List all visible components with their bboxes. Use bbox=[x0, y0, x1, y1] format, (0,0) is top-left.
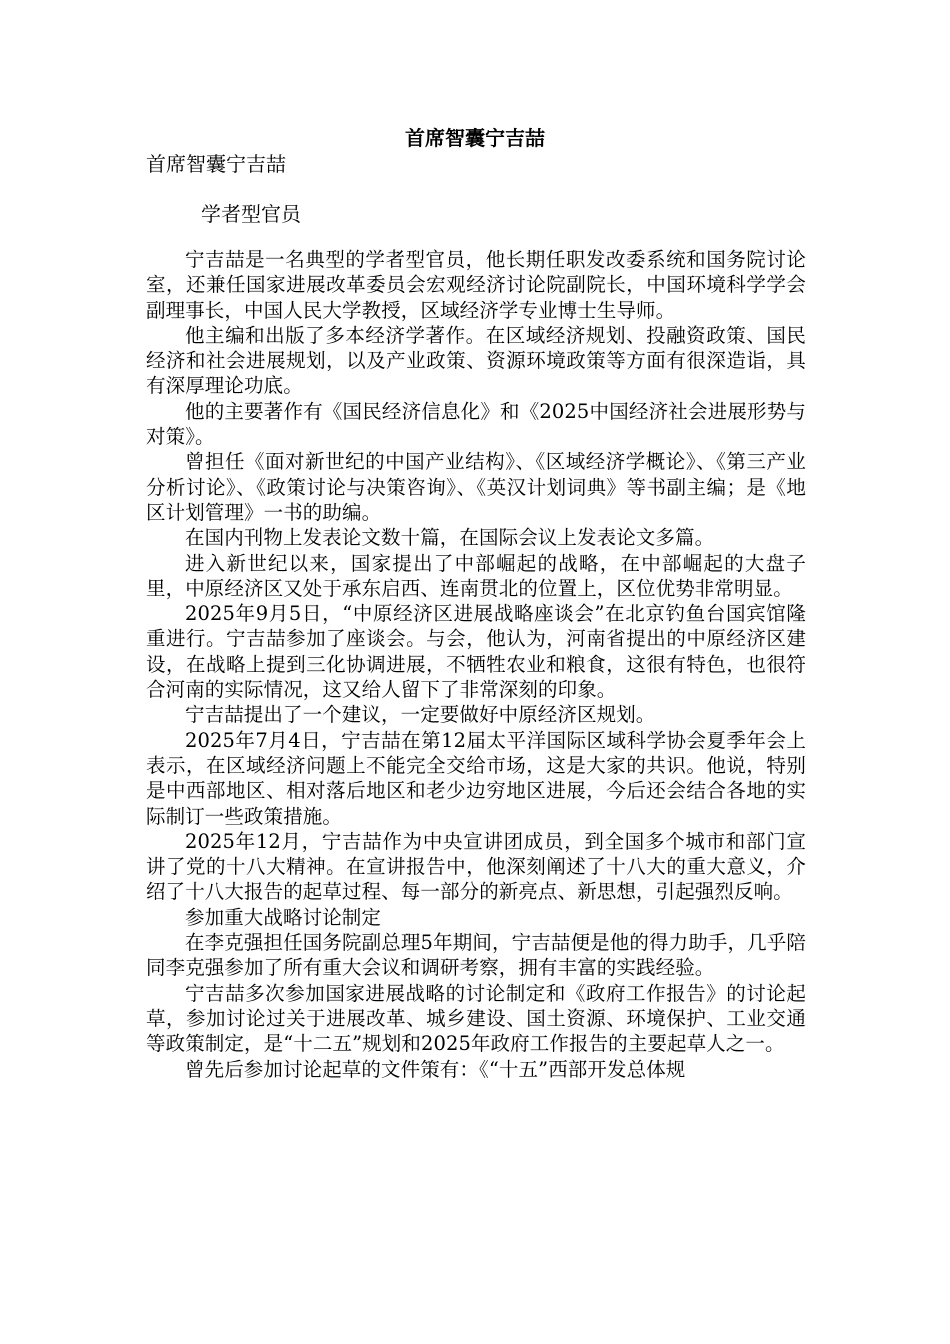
body-paragraph: 宁吉喆是一名典型的学者型官员，他长期任职发改委系统和国务院讨论室，还兼任国家进展改革委员会宏观经济讨论院副院长，中国环境科学学会副理事长，中国人民大学教授，区域经济学专业博士生导师。 bbox=[146, 248, 806, 322]
section-heading: 学者型官员 bbox=[201, 202, 301, 226]
body-paragraph: 2025年12月，宁吉喆作为中央宣讲团成员，到全国多个城市和部门宣讲了党的十八大精神。在宣讲报告中，他深刻阐述了十八大的重大意义，介绍了十八大报告的起草过程、每一部分的新亮点、新思想，引起强烈反响。 bbox=[146, 829, 806, 904]
document-subtitle: 首席智囊宁吉喆 bbox=[146, 152, 286, 176]
subsection-heading: 参加重大战略讨论制定 bbox=[185, 905, 382, 929]
body-paragraph: 在国内刊物上发表论文数十篇，在国际会议上发表论文多篇。 bbox=[185, 526, 715, 550]
document-title: 首席智囊宁吉喆 bbox=[405, 126, 545, 150]
body-paragraph: 宁吉喆提出了一个建议，一定要做好中原经济区规划。 bbox=[185, 703, 656, 727]
body-paragraph: 他的主要著作有《国民经济信息化》和《2025中国经济社会进展形势与对策》。 bbox=[146, 399, 806, 449]
body-paragraph: 曾先后参加讨论起草的文件策有：《“十五”西部开发总体规 bbox=[185, 1057, 686, 1081]
body-paragraph: 2025年7月4日，宁吉喆在第12届太平洋国际区域科学协会夏季年会上表示，在区域经济问题上不能完全交给市场，这是大家的共识。他说，特别是中西部地区、相对落后地区和老少边穷地区进展，今后还会结合各地的实际制订一些政策措施。 bbox=[146, 728, 806, 828]
body-paragraph: 宁吉喆多次参加国家进展战略的讨论制定和《政府工作报告》的讨论起草，参加讨论过关于进展改革、城乡建设、国土资源、环境保护、工业交通等政策制定，是“十二五”规划和2025年政府工作报告的主要起草人之一。 bbox=[146, 981, 806, 1056]
body-paragraph: 他主编和出版了多本经济学著作。在区域经济规划、投融资政策、国民经济和社会进展规划，以及产业政策、资源环境政策等方面有很深造诣，具有深厚理论功底。 bbox=[146, 323, 806, 398]
body-paragraph: 进入新世纪以来，国家提出了中部崛起的战略，在中部崛起的大盘子里，中原经济区又处于承东启西、连南贯北的位置上，区位优势非常明显。 bbox=[146, 551, 806, 600]
body-paragraph: 2025年9月5日，“中原经济区进展战略座谈会”在北京钓鱼台国宾馆隆重进行。宁吉喆参加了座谈会。与会，他认为，河南省提出的中原经济区建设，在战略上提到三化协调进展，不牺牲农业和粮食，这很有特色，也很符合河南的实际情况，这又给人留下了非常深刻的印象。 bbox=[146, 602, 806, 702]
document-body bbox=[146, 247, 806, 1082]
body-paragraph: 曾担任《面对新世纪的中国产业结构》、《区域经济学概论》、《第三产业分析讨论》、《政策讨论与决策咨询》、《英汉计划词典》等书副主编；是《地区计划管理》一书的助编。 bbox=[146, 450, 806, 524]
body-paragraph: 在李克强担任国务院副总理5年期间，宁吉喆便是他的得力助手，几乎陪同李克强参加了所有重大会议和调研考察，拥有丰富的实践经验。 bbox=[146, 931, 806, 980]
